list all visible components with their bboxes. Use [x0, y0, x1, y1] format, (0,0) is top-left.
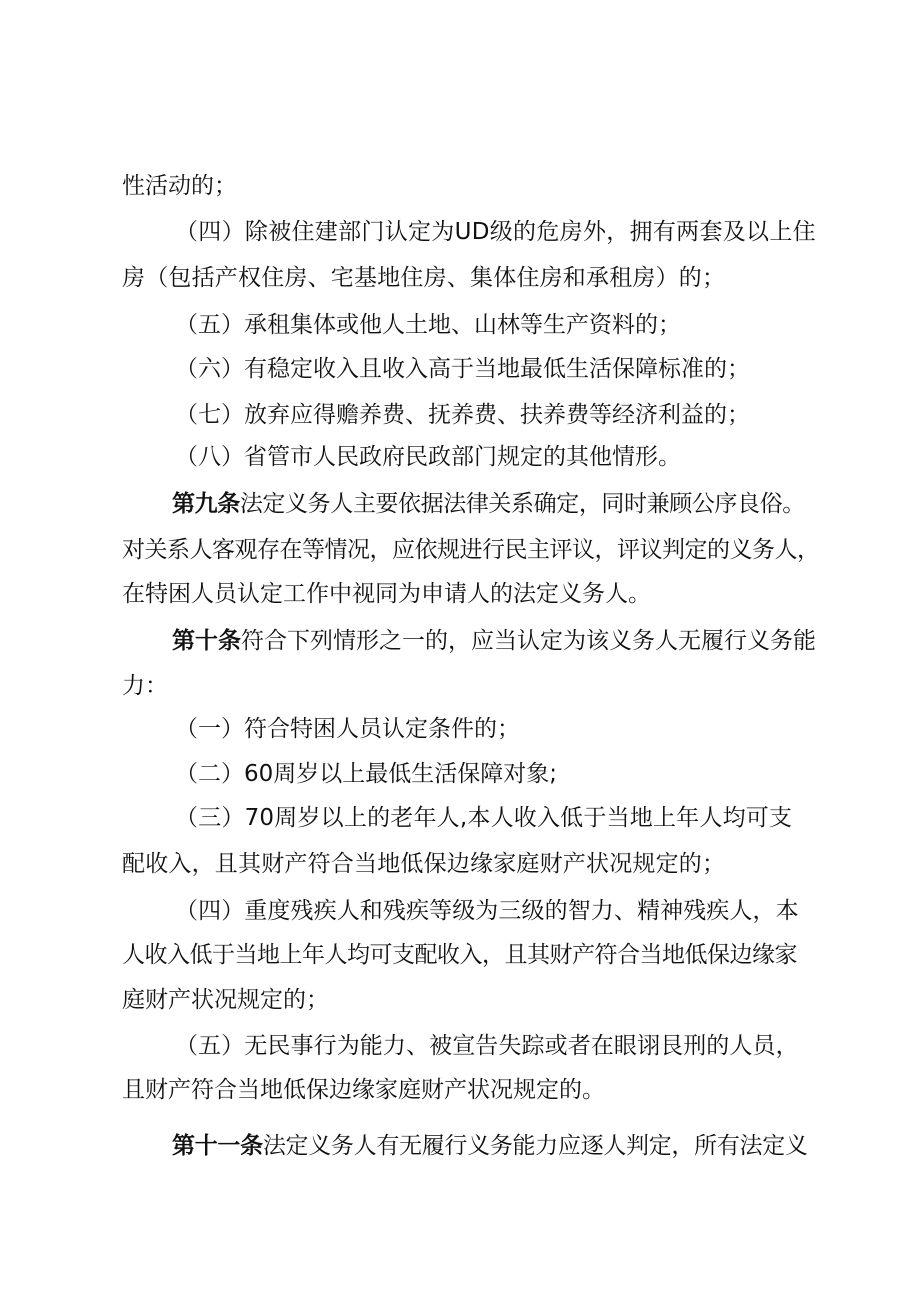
article-heading: 第十条: [172, 628, 241, 654]
line-text: 符合下列情形之一的，应当认定为该义务人无履行义务能: [241, 628, 816, 654]
line-text: （五）无民事行为能力、被宣告失踪或者在眼诩艮刑的人员，: [175, 1033, 799, 1059]
text-line: [122, 574, 822, 614]
text-line: [122, 166, 822, 206]
article-line: [172, 484, 832, 524]
text-line: [122, 530, 822, 570]
line-text: （八）省管市人民政府民政部门规定的其他情形。: [175, 444, 681, 470]
line-text: （五）承租集体或他人土地、山林等生产资料的；: [175, 312, 681, 338]
line-text: （六）有稳定收入且收入高于当地最低生活保障标准的；: [175, 356, 750, 382]
text-line: [175, 709, 835, 749]
line-text: 人收入低于当地上年人均可支配收入，且其财产符合当地低保边缘家: [122, 942, 797, 968]
line-text: （四）除被住建部门认定为UD级的危房外，拥有两套及以上住: [175, 219, 816, 245]
text-line: [122, 980, 822, 1020]
text-line: [175, 395, 835, 435]
text-line: [175, 212, 835, 252]
line-text: 力：: [122, 673, 168, 699]
text-line: [122, 844, 822, 884]
text-line: [122, 1070, 822, 1110]
text-line: [122, 258, 822, 298]
text-line: [175, 754, 835, 794]
text-line: [175, 1026, 835, 1066]
line-text: 庭财产状况规定的；: [122, 987, 329, 1013]
article-line: [172, 1126, 832, 1166]
line-text: 对关系人客观存在等情况，应依规进行民主评议，评议判定的义务人，: [122, 537, 820, 563]
text-line: [175, 305, 835, 345]
article-line: [172, 621, 832, 661]
text-line: [175, 891, 835, 931]
text-line: [175, 798, 835, 838]
line-text: 法定义务人主要依据法律关系确定，同时兼顾公序良俗。: [239, 491, 805, 517]
line-text: （七）放弃应得赡养费、抚养费、扶养费等经济利益的；: [175, 402, 750, 428]
article-heading: 第十一条: [172, 1133, 263, 1159]
line-text: 配收入，且其财产符合当地低保边缘家庭财产状况规定的；: [122, 851, 726, 877]
text-line: [122, 935, 822, 975]
line-text: （一）符合特困人员认定条件的；: [175, 716, 520, 742]
line-text: 在特困人员认定工作中视同为申请人的法定义务人。: [122, 581, 651, 607]
line-text: 房（包括产权住房、宅基地住房、集体住房和承租房）的；: [122, 265, 726, 291]
line-text: （二）60周岁以上最低生活保障对象;: [175, 761, 558, 787]
line-text: 性活动的；: [122, 173, 237, 199]
text-line: [175, 437, 835, 477]
text-line: [122, 666, 822, 706]
line-text: 且财产符合当地低保边缘家庭财产状况规定的。: [122, 1077, 605, 1103]
text-line: [175, 349, 835, 389]
line-text: （四）重度残疾人和残疾等级为三级的智力、精神残疾人，本: [175, 898, 799, 924]
line-text: （三）70周岁以上的老年人,本人收入低于当地上年人均可支: [175, 805, 793, 831]
line-text: 法定义务人有无履行义务能力应逐人判定，所有法定义: [262, 1133, 808, 1159]
article-heading: 第九条: [172, 491, 240, 517]
